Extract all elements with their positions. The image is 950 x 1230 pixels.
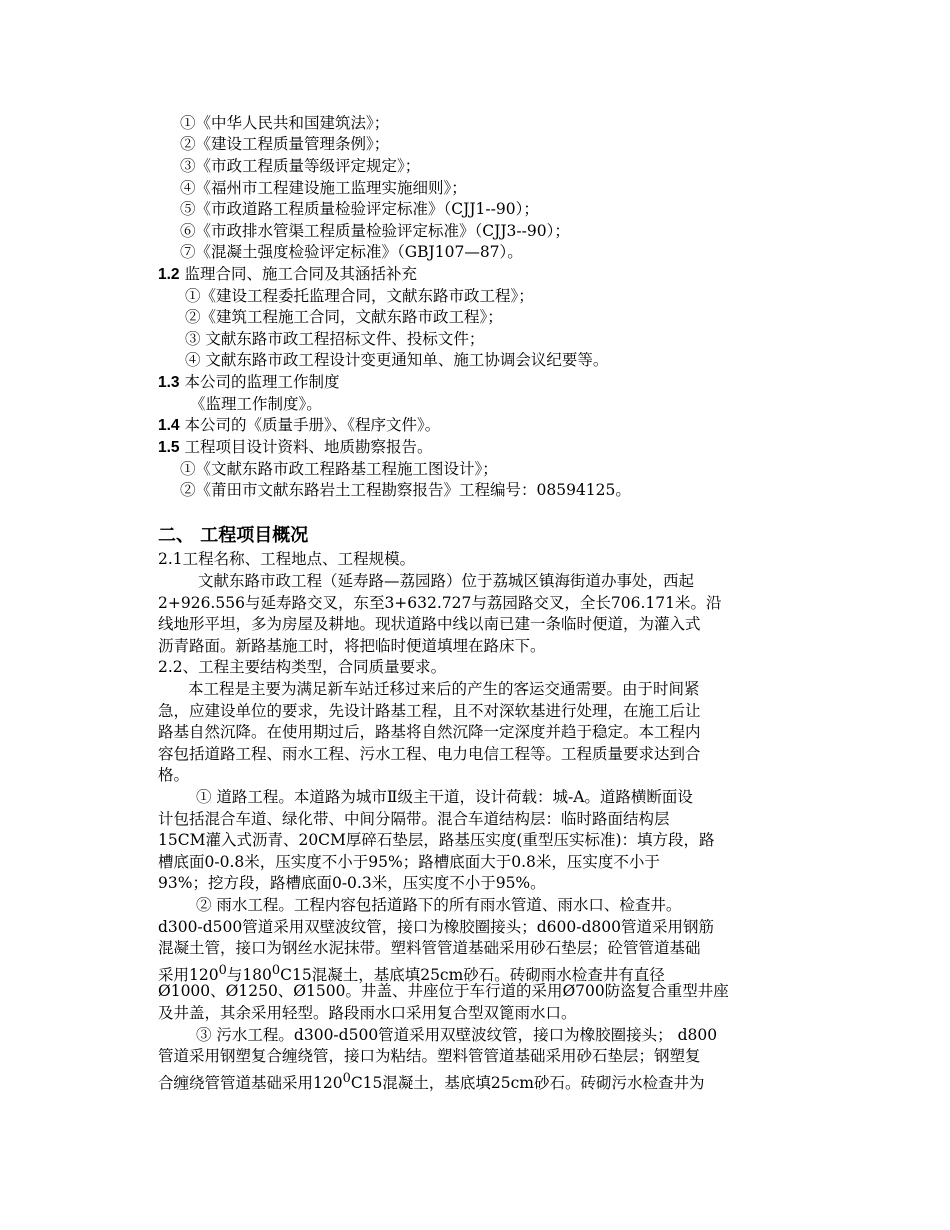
paragraph-line: ① 道路工程。本道路为城市Ⅱ级主干道，设计荷载：城-A。道路横断面设 [196,788,693,806]
list-item: ⑤《市政道路工程质量检验评定标准》（CJJ1--90）； [180,200,539,218]
paragraph-line: ③ 污水工程。d300-d500管道采用双壁波纹管，接口为橡胶圈接头； d800 [196,1026,718,1044]
paragraph-line [158,1068,814,1095]
section-heading [158,372,814,394]
paragraph-line: 线地形平坦，多为房屋及耕地。现状道路中线以南已建一条临时便道，为灌入式 [158,615,701,633]
section-title: 监理合同、施工合同及其涵括补充 [184,265,418,283]
paragraph-line: 15CM灌入式沥青、20CM厚碎石垫层，路基压实度(重型压实标准)：填方段，路 [158,831,715,849]
paragraph-line: Ø1000、Ø1250、Ø1500。井盖、井座位于车行道的采用Ø700防盗复合重型井座 [158,982,729,1000]
section-title: 本公司的监理工作制度 [184,373,340,391]
text-run: 合缠绕管管道基础采用120 [158,1074,343,1093]
list-item: ①《文献东路市政工程路基工程施工图设计》； [180,460,498,478]
list-item: ①《中华人民共和国建筑法》； [180,114,390,132]
paragraph-line: ② 雨水工程。工程内容包括道路下的所有雨水管道、雨水口、检查井。 [196,896,682,914]
text-run: C15混凝土，基底填25cm砂石。砖砌污水检查井为 [350,1074,705,1093]
paragraph-line: 混凝土管，接口为钢丝水泥抹带。塑料管管道基础采用砂石垫层；砼管管道基础 [158,939,701,957]
superscript: 0 [218,963,227,978]
section-number: 1.5 [158,439,180,456]
paragraph-line: 沥青路面。新路基施工时，将把临时便道填埋在路床下。 [158,637,546,655]
section-title: 工程项目设计资料、地质勘察报告。 [184,438,433,456]
section-number: 1.2 [158,266,180,283]
superscript: 0 [271,963,281,978]
paragraph-line: 管道采用钢塑复合缠绕管，接口为粘结。塑料管管道基础采用砂石垫层；钢塑复 [158,1047,701,1065]
list-item: ②《建设工程质量管理条例》； [180,135,390,153]
text-run: C15混凝土，基底填25cm砂石。砖砌雨水检查井有直径 [280,966,665,985]
section-heading: 2.1工程名称、工程地点、工程规模。 [158,550,416,568]
list-item: ①《建设工程委托监理合同，文献东路市政工程》； [185,287,534,305]
text-run: 采用120 [158,966,219,985]
section-title: 本公司的《质量手册》、《程序文件》。 [184,416,441,434]
chapter-title: 二、 工程项目概况 [158,525,309,546]
paragraph-line: 计包括混合车道、绿化带、中间分隔带。混合车道结构层：临时路面结构层 [158,810,670,828]
section-heading [158,415,814,437]
paragraph-line: 2+926.556与延寿路交叉，东至3+632.727与荔园路交叉，全长706.171米。沿 [158,594,722,612]
paragraph-line: 本工程是主要为满足新车站迁移过来后的产生的客运交通需要。由于时间紧 [188,680,700,698]
paragraph-line: 容包括道路工程、雨水工程、污水工程、电力电信工程等。工程质量要求达到合 [158,745,701,763]
paragraph-line: 及井盖，其余采用轻型。路段雨水口采用复合型双篦雨水口。 [158,1004,577,1022]
list-item: ②《莆田市文献东路岩土工程勘察报告》工程编号：08594125。 [180,481,631,499]
list-item: 《监理工作制度》。 [190,395,322,413]
list-item: ③ 文献东路市政工程招标文件、投标文件； [185,330,485,348]
paragraph-line: d300-d500管道采用双壁波纹管，接口为橡胶圈接头；d600-d800管道采用钢筋 [158,918,715,936]
superscript: 0 [342,1071,351,1086]
paragraph-line: 93%；挖方段，路槽底面0-0.3米，压实度不小于95%。 [158,874,546,892]
text-run: 与180 [226,966,272,985]
list-item: ④《福州市工程建设施工监理实施细则》； [180,179,467,197]
paragraph-line: 急，应建设单位的要求，先设计路基工程，且不对深软基进行处理，在施工后让 [158,702,701,720]
section-number: 1.3 [158,374,180,391]
section-number: 1.4 [158,417,180,434]
list-item: ⑦《混凝土强度检验评定标准》（GBJ107—87）。 [180,243,523,261]
paragraph-line: 文献东路市政工程（延寿路—荔园路）位于荔城区镇海街道办事处，西起 [198,572,695,590]
section-heading [158,264,814,286]
list-item: ②《建筑工程施工合同，文献东路市政工程》； [185,308,503,326]
paragraph-line: 槽底面0-0.8米，压实度不小于95%；路槽底面大于0.8米，压实度不小于 [158,853,660,871]
list-item: ③《市政工程质量等级评定规定》； [180,157,421,175]
section-heading [158,437,814,459]
list-item: ④ 文献东路市政工程设计变更通知单、施工协调会议纪要等。 [185,351,609,369]
section-heading: 2.2、工程主要结构类型，合同质量要求。 [158,658,447,676]
list-item: ⑥《市政排水管渠工程质量检验评定标准》（CJJ3--90）； [180,222,570,240]
paragraph-line: 路基自然沉降。在使用期过后，路基将自然沉降一定深度并趋于稳定。本工程内 [158,723,701,741]
paragraph-line: 格。 [158,766,190,784]
